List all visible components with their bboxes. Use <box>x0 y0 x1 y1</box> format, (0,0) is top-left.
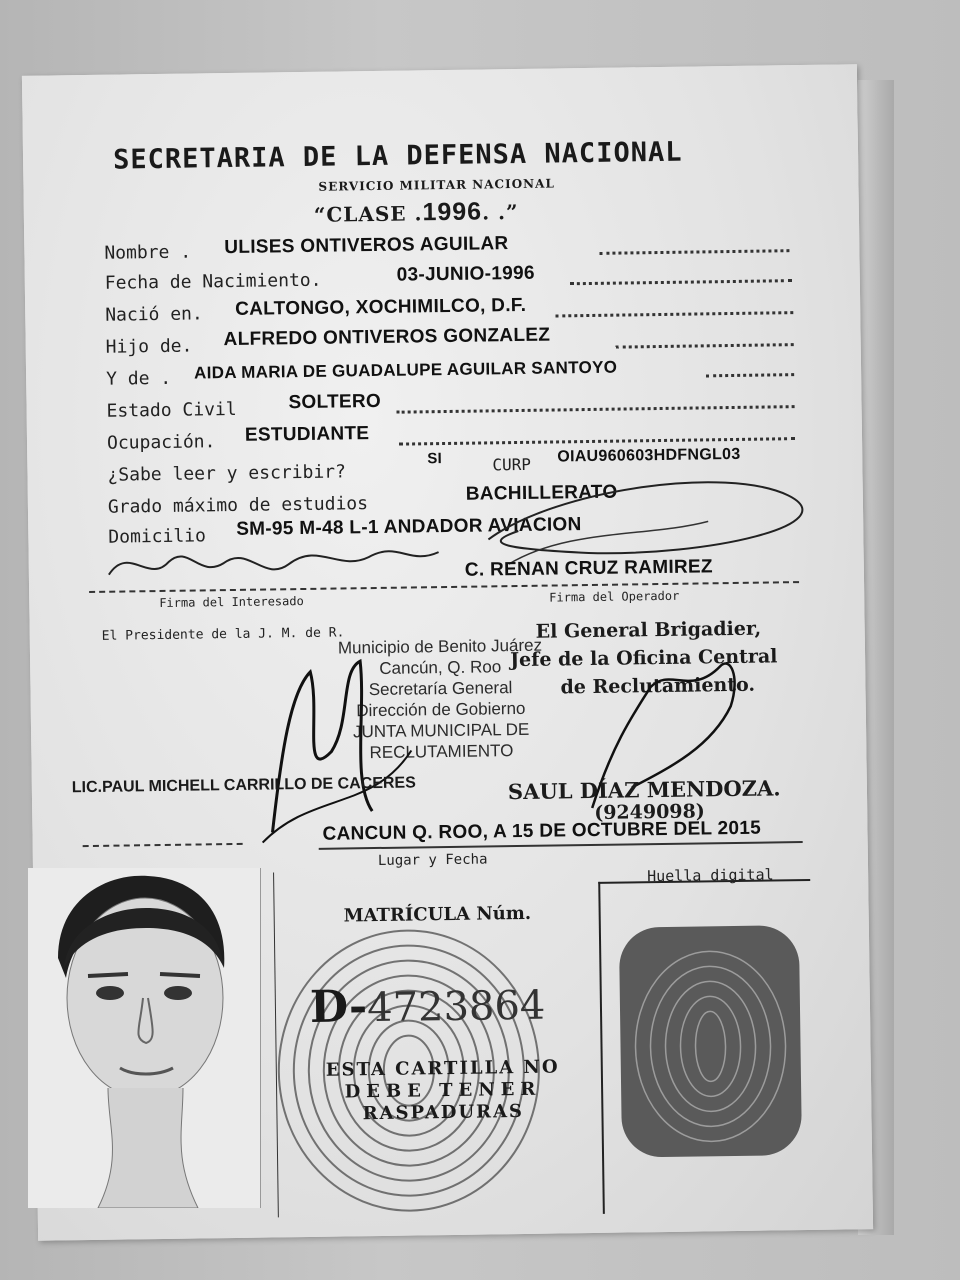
dotted-line <box>555 311 793 317</box>
dotted-line <box>616 343 794 348</box>
civil-label: Estado Civil <box>106 398 237 422</box>
warning-text <box>326 1056 561 1125</box>
nombre-value: ULISES ONTIVEROS AGUILAR <box>224 233 509 259</box>
portrait-image <box>28 868 260 1208</box>
hijo-label: Hijo de. <box>105 335 193 358</box>
yde-value: AIDA MARIA DE GUADALUPE AGUILAR SANTOYO <box>193 357 618 383</box>
dashed-line <box>83 843 243 847</box>
nacio-value: CALTONGO, XOCHIMILCO, D.F. <box>235 294 527 320</box>
dotted-line <box>397 405 795 414</box>
nombre-label: Nombre . <box>104 241 192 264</box>
general-line-3: de Reclutamiento. <box>560 673 756 699</box>
matricula-digits: 4723864 <box>366 982 546 1032</box>
general-line-1: El General Brigadier, <box>535 617 762 643</box>
warning-line: DEBE TENER <box>344 1078 542 1103</box>
general-line-2: Jefe de la Oficina Central <box>509 645 778 672</box>
clase-prefix: “CLASE . <box>313 201 423 227</box>
document-subtitle: SERVICIO MILITAR NACIONAL <box>318 176 555 194</box>
nacimiento-label: Fecha de Nacimiento. <box>104 269 322 294</box>
domicilio-value: SM-95 M-48 L-1 ANDADOR AVIACION <box>236 514 582 540</box>
firma-operador-label: Firma del Operador <box>549 588 680 605</box>
stamp-line: Dirección de Gobierno <box>356 698 526 721</box>
general-id: (9249098) <box>594 800 705 824</box>
ocupacion-value: ESTUDIANTE <box>244 423 370 446</box>
nacimiento-value: 03-JUNIO-1996 <box>396 262 535 286</box>
right-fingerprint <box>609 915 812 1168</box>
operador-name: C. RENAN CRUZ RAMIREZ <box>464 556 713 581</box>
ocupacion-label: Ocupación. <box>106 431 216 454</box>
matricula-label: MATRÍCULA Núm. <box>343 902 532 927</box>
grado-label: Grado máximo de estudios <box>107 493 369 518</box>
signature-scribbles <box>87 465 829 595</box>
grado-value: BACHILLERATO <box>465 481 618 505</box>
stamp-line: RECLUTAMIENTO <box>369 741 514 763</box>
curp-value: OIAU960603HDFNGL03 <box>557 445 741 466</box>
civil-value: SOLTERO <box>288 390 382 414</box>
nacio-label: Nació en. <box>105 303 203 326</box>
matricula-prefix: D- <box>309 981 368 1033</box>
curp-label: CURP <box>492 454 532 475</box>
lugar-fecha-label: Lugar y Fecha <box>377 851 488 869</box>
id-photo <box>28 868 261 1208</box>
leer-value: SI <box>427 450 443 468</box>
huella-label: Huella digital <box>647 865 774 886</box>
warning-line: RASPADURAS <box>362 1100 525 1125</box>
general-name: SAUL DÍAZ MENDOZA. <box>507 775 781 805</box>
leer-label: ¿Sabe leer y escribir? <box>107 461 347 486</box>
dotted-line <box>399 437 795 446</box>
yde-label: Y de . <box>106 367 172 390</box>
clase-suffix: . .” <box>481 199 519 225</box>
hijo-value: ALFREDO ONTIVEROS GONZALEZ <box>223 324 551 351</box>
dotted-line <box>570 279 792 285</box>
lugar-fecha-value: CANCUN Q. ROO, A 15 DE OCTUBRE DEL 2015 <box>322 817 762 845</box>
clase-line <box>314 197 519 229</box>
dotted-line <box>599 249 789 255</box>
matricula-number <box>310 979 546 1033</box>
firma-interesado-label: Firma del Interesado <box>159 594 304 611</box>
stamp-line: JUNTA MUNICIPAL DE <box>352 719 530 742</box>
stamp-line: Secretaría General <box>368 678 513 700</box>
warning-line: ESTA CARTILLA NO <box>325 1056 560 1081</box>
clase-year: 1996 <box>422 197 483 227</box>
presidente-name: LIC.PAUL MICHELL CARRILLO DE CACERES <box>71 774 416 797</box>
presidente-label: El Presidente de la J. M. de R. <box>101 625 345 644</box>
domicilio-label: Domicilio <box>108 525 207 548</box>
document-title: SECRETARIA DE LA DEFENSA NACIONAL <box>112 136 683 176</box>
stamp-line: Cancún, Q. Roo <box>379 657 502 678</box>
dotted-line <box>706 373 794 377</box>
stamp-line: Municipio de Benito Juárez <box>337 635 543 658</box>
